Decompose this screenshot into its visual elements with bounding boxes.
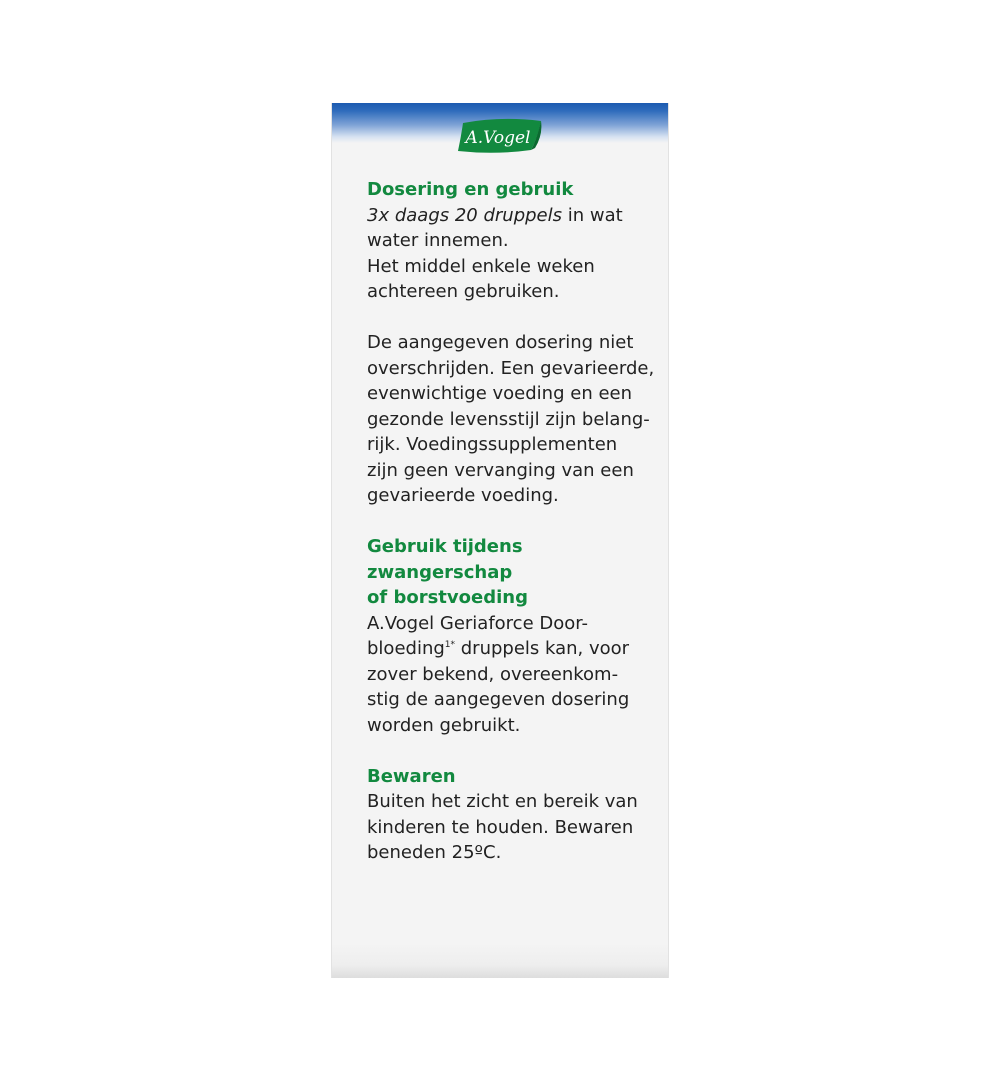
dosering-line: Het middel enkele weken	[367, 255, 595, 277]
logo-text: A.Vogel	[465, 128, 531, 148]
panel-content	[367, 177, 663, 866]
zwangerschap-line: A.Vogel Geriaforce Door-	[367, 612, 589, 634]
zwangerschap-line2-start: bloeding	[367, 638, 445, 659]
footnote-marker: 1*	[444, 640, 456, 650]
dose-italic: 3x daags 20 druppels	[367, 204, 563, 226]
zwangerschap-line	[367, 636, 663, 662]
heading-zwangerschap: Gebruik tijdens zwangerschap	[367, 536, 523, 583]
heading-dosering: Dosering en gebruik	[367, 179, 574, 200]
avogel-logo	[457, 117, 543, 155]
zwangerschap-line: worden gebruikt.	[367, 714, 521, 736]
dosering-line	[367, 203, 663, 229]
waarschuwing-line: evenwichtige voeding en een	[367, 383, 632, 404]
waarschuwing-line: rijk. Voedingssupplementen	[367, 434, 618, 455]
heading-bewaren: Bewaren	[367, 765, 456, 787]
waarschuwing-line: De aangegeven dosering niet	[367, 332, 634, 353]
waarschuwing-line: zijn geen vervanging van een	[367, 459, 634, 481]
zwangerschap-line: zover bekend, overeenkom-	[367, 663, 619, 685]
dosering-line1-rest: in wat	[562, 204, 623, 226]
package-side-panel	[331, 103, 669, 978]
zwangerschap-line: stig de aangegeven dosering	[367, 689, 630, 710]
bewaren-line: Buiten het zicht en bereik van	[367, 791, 638, 812]
heading-zwangerschap-2: of borstvoeding	[367, 587, 528, 608]
zwangerschap-line2-rest: druppels kan, voor	[455, 638, 630, 659]
waarschuwing-line: overschrijden. Een gevarieerde,	[367, 357, 655, 379]
dosering-line: water innemen.	[367, 230, 509, 251]
waarschuwing-line: gezonde levensstijl zijn belang-	[367, 408, 650, 430]
bewaren-line: beneden 25ºC.	[367, 842, 502, 863]
waarschuwing-line: gevarieerde voeding.	[367, 485, 559, 506]
bewaren-line: kinderen te houden. Bewaren	[367, 816, 634, 838]
dosering-line: achtereen gebruiken.	[367, 281, 560, 302]
